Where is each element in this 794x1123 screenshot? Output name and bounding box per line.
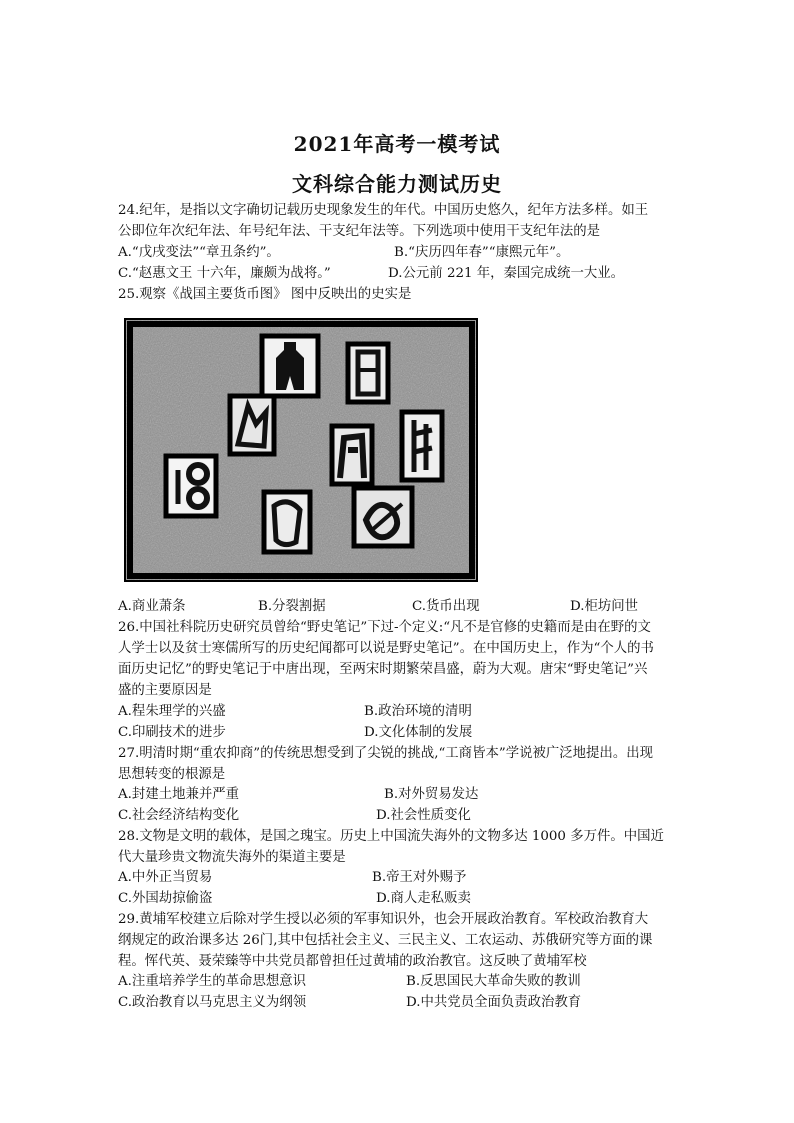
q27-option-b: B.对外贸易发达: [384, 787, 479, 802]
q25-option-a: A.商业萧条: [118, 599, 186, 614]
ant-nose-coin-icon: [230, 396, 274, 454]
q26-stem-line-4: 盛的主要原因是: [118, 683, 212, 698]
q27-stem-line-2: 思想转变的根源是: [118, 767, 226, 782]
q29-option-d: D.中共党员全面负责政治教育: [406, 995, 582, 1010]
q27-option-d: D.社会性质变化: [376, 808, 471, 823]
q29-option-a: A.注重培养学生的革命思想意识: [118, 974, 307, 989]
q29-option-c: C.政治教育以马克思主义为纲领: [118, 995, 307, 1010]
q26-option-c: C.印刷技术的进步: [118, 725, 226, 740]
coin-figure-image: [126, 320, 476, 580]
q24-stem-line-1: 24.纪年，是指以文字确切记载历史现象发生的年代。中国历史悠久，纪年方法多样。如王: [118, 203, 649, 218]
spade-coin-icon: [262, 336, 318, 396]
q26-stem-line-2: 人学士以及贫士寒儒所写的历史纪闻都可以说是野史笔记”。在中国历史上，作为“个人的书: [118, 641, 654, 656]
q26-stem-line-3: 面历史记忆”的野史笔记于中唐出现，至两宋时期繁荣昌盛，蔚为大观。唐宋“野史笔记”兴: [118, 662, 648, 677]
q24-option-a: A.“戊戌变法”“章丑条约”。: [118, 245, 280, 260]
q28-option-d: D.商人走私贩卖: [376, 891, 471, 906]
q26-option-d: D.文化体制的发展: [364, 725, 473, 740]
q26-option-a: A.程朱理学的兴盛: [118, 704, 226, 719]
q24-option-b: B.“庆历四年春”“康熙元年”。: [394, 245, 570, 260]
round-coin-icon: [264, 492, 310, 552]
q28-option-a: A.中外正当贸易: [118, 870, 213, 885]
q29-option-b: B.反思国民大革命失败的教训: [406, 974, 581, 989]
knife-coin-icon: [348, 344, 388, 402]
spade-coin-icon: [332, 426, 372, 484]
q28-option-b: B.帝王对外赐予: [372, 870, 467, 885]
q25-stem: 25.观察《战国主要货币图》 图中反映出的史实是: [118, 287, 412, 302]
q29-stem-line-1: 29.黄埔军校建立后除对学生授以必须的军事知识外，也会开展政治教育。军校政治教育大: [118, 912, 649, 927]
q24-option-d: D.公元前 221 年，秦国完成统一大业。: [388, 266, 625, 281]
q28-stem-line-1: 28.文物是文明的载体，是国之瑰宝。历史上中国流失海外的文物多达 1000 多万件。中国近: [118, 829, 664, 844]
round-coin-icon: [166, 456, 216, 516]
q28-stem-line-2: 代大量珍贵文物流失海外的渠道主要是: [118, 850, 346, 865]
page-subtitle: 文科综合能力测试历史: [292, 172, 502, 196]
page-title: 2021年高考一模考试: [293, 132, 501, 156]
knife-coin-icon: [402, 412, 442, 480]
q25-option-d: D.柜坊问世: [570, 599, 639, 614]
q27-stem-line-1: 27.明清时期“重农抑商”的传统思想受到了尖锐的挑战,“工商皆本”学说被广泛地提出。出现: [118, 746, 653, 761]
q27-option-a: A.封建土地兼并严重: [118, 787, 240, 802]
ant-nose-coin-icon: [354, 488, 412, 546]
q27-option-c: C.社会经济结构变化: [118, 808, 240, 823]
q29-stem-line-3: 程。恽代英、聂荣臻等中共党员都曾担任过黄埔的政治教官。这反映了黄埔军校: [118, 954, 587, 969]
q29-stem-line-2: 纲规定的政治课多达 26门,其中包括社会主义、三民主义、工农运动、苏俄研究等方面的课: [118, 933, 653, 948]
q24-option-c: C.“赵惠文王 十六年，廉颇为战将。”: [118, 266, 331, 281]
q25-option-b: B.分裂割据: [258, 599, 326, 614]
q24-stem-line-2: 公即位年次纪年法、年号纪年法、干支纪年法等。下列选项中使用干支纪年法的是: [118, 224, 601, 239]
q26-stem-line-1: 26.中国社科院历史研究员曾给“野史笔记”下过-个定义:“凡不是官修的史籍而是由在野的文: [118, 620, 651, 635]
warring-states-coin-figure: [124, 318, 478, 582]
q25-option-c: C.货币出现: [412, 599, 480, 614]
q26-option-b: B.政治环境的清明: [364, 704, 472, 719]
q28-option-c: C.外国劫掠偷盗: [118, 891, 213, 906]
